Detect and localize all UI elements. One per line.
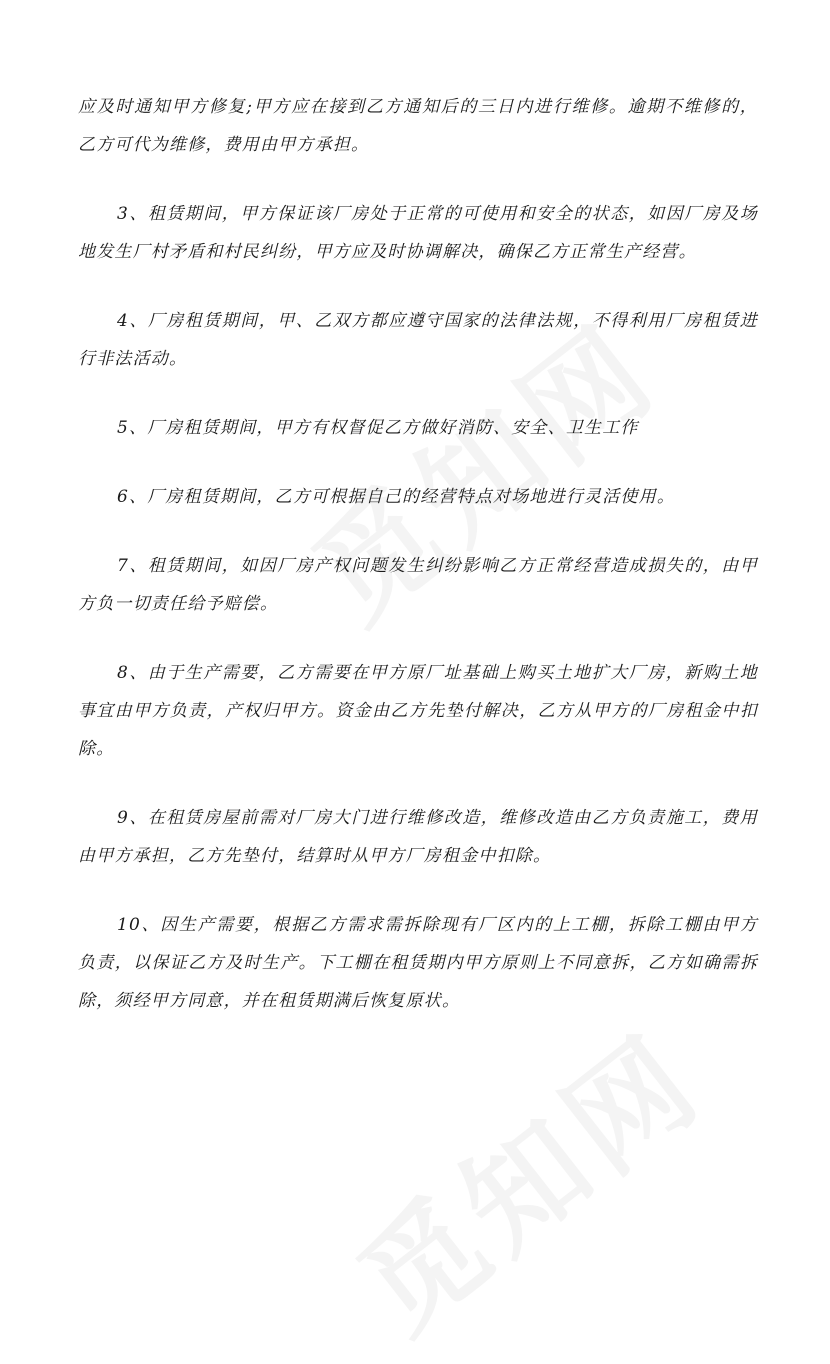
paragraph-clause-4: 4、厂房租赁期间，甲、乙双方都应遵守国家的法律法规，不得利用厂房租赁进行非法活动。 bbox=[78, 311, 758, 369]
paragraph-clause-9: 9、在租赁房屋前需对厂房大门进行维修改造，维修改造由乙方负责施工，费用由甲方承担，乙方先垫付，结算时从甲方厂房租金中扣除。 bbox=[78, 808, 758, 866]
paragraph-clause-10: 10、因生产需要，根据乙方需求需拆除现有厂区内的上工棚，拆除工棚由甲方负责，以保证乙方及时生产。下工棚在租赁期内甲方原则上不同意拆，乙方如确需拆除，须经甲方同意，并在租赁期满后恢复原状。 bbox=[78, 915, 758, 1011]
paragraph-clause-5: 5、厂房租赁期间，甲方有权督促乙方做好消防、安全、卫生工作 bbox=[117, 418, 639, 438]
paragraph-clause-7: 7、租赁期间，如因厂房产权问题发生纠纷影响乙方正常经营造成损失的，由甲方负一切责任给予赔偿。 bbox=[78, 556, 758, 614]
paragraph-clause-8: 8、由于生产需要，乙方需要在甲方原厂址基础上购买土地扩大厂房，新购土地事宜由甲方负责，产权归甲方。资金由乙方先垫付解决，乙方从甲方的厂房租金中扣除。 bbox=[78, 663, 758, 759]
document-body bbox=[78, 88, 758, 1051]
paragraph-clause-6: 6、厂房租赁期间，乙方可根据自己的经营特点对场地进行灵活使用。 bbox=[117, 487, 676, 507]
paragraph-continued: 应及时通知甲方修复;甲方应在接到乙方通知后的三日内进行维修。逾期不维修的，乙方可代为维修，费用由甲方承担。 bbox=[78, 97, 758, 155]
paragraph-clause-3: 3、租赁期间，甲方保证该厂房处于正常的可使用和安全的状态，如因厂房及场地发生厂村矛盾和村民纠纷，甲方应及时协调解决，确保乙方正常生产经营。 bbox=[78, 204, 758, 262]
